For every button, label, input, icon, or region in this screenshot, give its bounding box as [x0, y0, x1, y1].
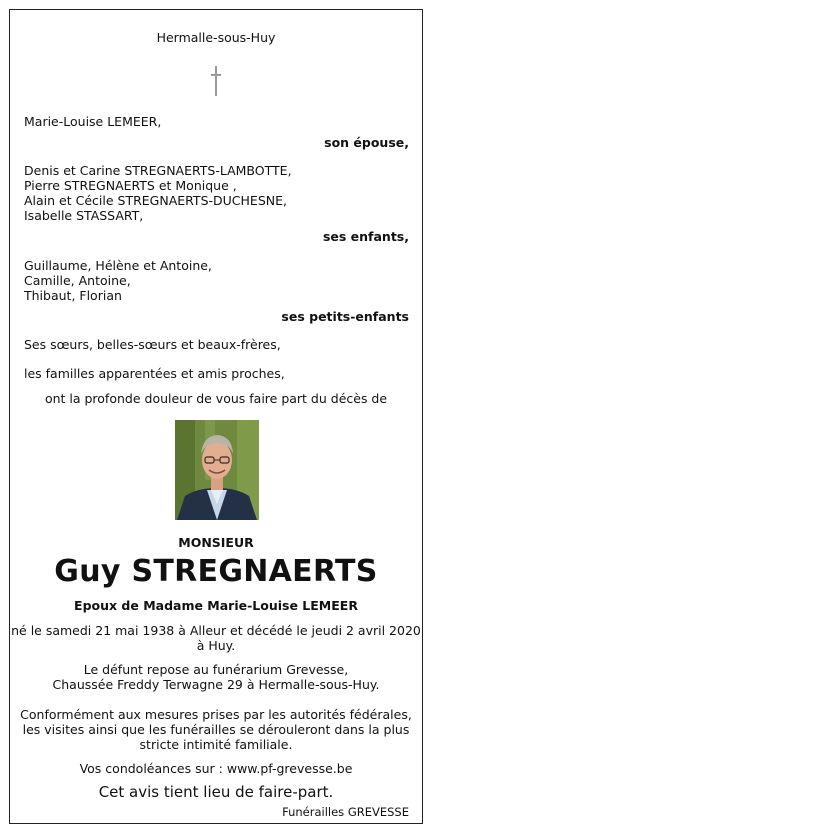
- honorific: MONSIEUR: [178, 535, 254, 550]
- deceased-name: Guy STREGNAERTS: [54, 554, 378, 589]
- dates-line: né le samedi 21 mai 1938 à Alleur et décédé le jeudi 2 avril 2020: [11, 623, 421, 638]
- cross-icon: [210, 66, 222, 96]
- grandchildren-role: ses petits-enfants: [281, 309, 409, 324]
- measures-line-2: les visites ainsi que les funérailles se dérouleront dans la plus: [22, 722, 410, 737]
- child-line: Alain et Cécile STREGNAERTS-DUCHESNE,: [24, 193, 287, 208]
- funeral-home: Funérailles GREVESSE: [282, 805, 409, 819]
- families-line: les familles apparentées et amis proches,: [24, 366, 285, 381]
- measures-line: Conformément aux mesures prises par les autorités fédérales,: [20, 707, 412, 722]
- grandchild-line: Camille, Antoine,: [24, 273, 131, 288]
- deceased-portrait: [175, 420, 259, 520]
- child-line: Denis et Carine STREGNAERTS-LAMBOTTE,: [24, 163, 292, 178]
- grandchild-line: Guillaume, Hélène et Antoine,: [24, 258, 212, 273]
- notice-note: Cet avis tient lieu de faire-part.: [98, 783, 334, 801]
- child-line: Pierre STREGNAERTS et Monique ,: [24, 178, 237, 193]
- announcement-line: ont la profonde douleur de vous faire part du décès de: [44, 391, 388, 406]
- dates-line-2: à Huy.: [196, 638, 236, 653]
- children-list: [24, 163, 292, 223]
- rests-line-2: Chaussée Freddy Terwagne 29 à Hermalle-sous-Huy.: [52, 677, 380, 692]
- obituary-notice: [9, 9, 423, 824]
- location-heading: Hermalle-sous-Huy: [156, 30, 276, 45]
- siblings-line: Ses sœurs, belles-sœurs et beaux-frères,: [24, 337, 281, 352]
- condolences-line: Vos condoléances sur : www.pf-grevesse.be: [79, 761, 353, 776]
- grandchild-line: Thibaut, Florian: [24, 288, 122, 303]
- measures-line-3: stricte intimité familiale.: [139, 737, 293, 752]
- spouse-name: Marie-Louise LEMEER,: [24, 114, 162, 129]
- children-role: ses enfants,: [322, 229, 409, 244]
- grandchildren-list: [24, 258, 212, 303]
- child-line: Isabelle STASSART,: [24, 208, 144, 223]
- spouse-line: Epoux de Madame Marie-Louise LEMEER: [74, 598, 358, 613]
- rests-line: Le défunt repose au funérarium Grevesse,: [83, 662, 349, 677]
- spouse-role: son épouse,: [324, 135, 409, 150]
